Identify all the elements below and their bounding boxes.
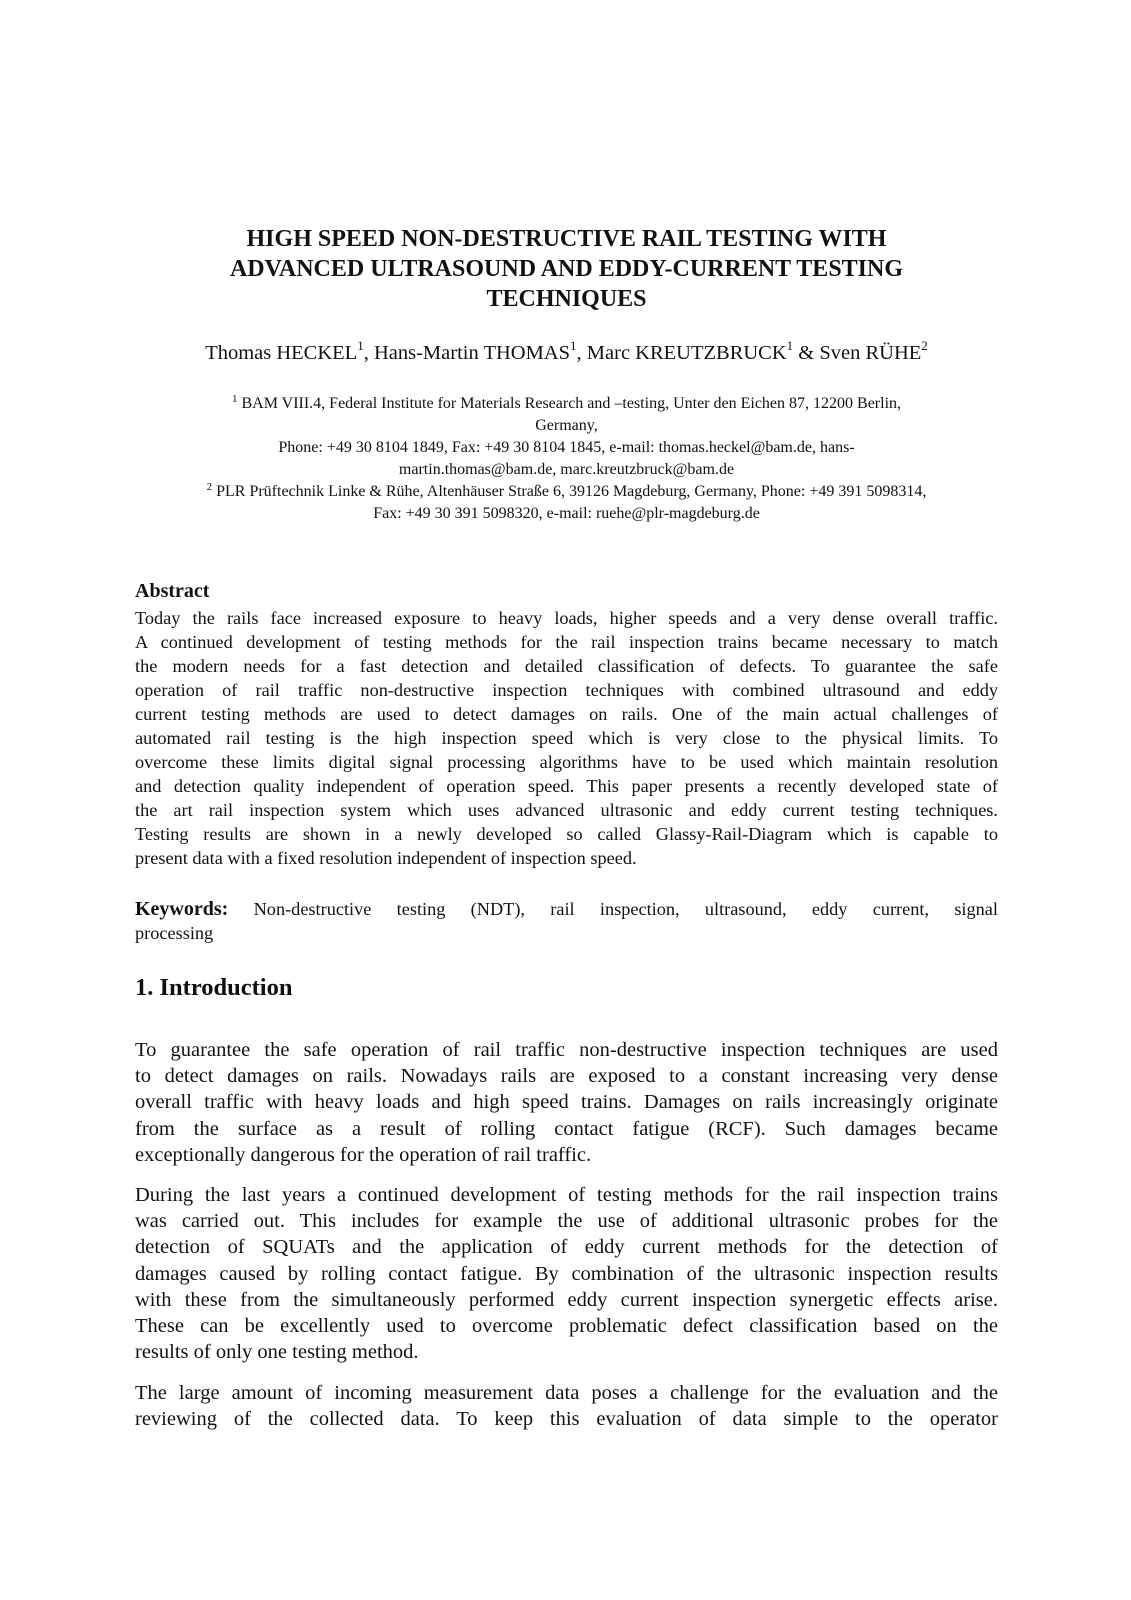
- paragraph-line: During the last years a continued development of testing methods for the rail inspection trains: [135, 1184, 998, 1206]
- abstract-line: automated rail testing is the high inspection speed which is very close to the physical limits. To: [135, 728, 998, 748]
- title-line: HIGH SPEED NON-DESTRUCTIVE RAIL TESTING WITH: [246, 226, 887, 252]
- paragraph-line: results of only one testing method.: [135, 1341, 419, 1364]
- affiliation-line: Germany,: [535, 417, 598, 434]
- paragraph-line: The large amount of incoming measurement data poses a challenge for the evaluation and the: [135, 1382, 998, 1404]
- paragraph-line: to detect damages on rails. Nowadays rails are exposed to a constant increasing very dense: [135, 1065, 998, 1088]
- paper-title: [135, 224, 998, 314]
- body-paragraph: [135, 1182, 998, 1365]
- author-separator: &: [793, 342, 820, 364]
- author-separator: ,: [576, 342, 587, 364]
- abstract-line: overcome these limits digital signal processing algorithms have to be used which maintain resolution: [135, 752, 998, 772]
- affiliation-line: $^2$ PLR Prüftechnik Linke & Rühe, Altenhäuser Straße 6, 39126 Magdeburg, Germany, Phone: +49 391 5098314,: [206, 481, 927, 500]
- paragraph-line: These can be excellently used to overcome problematic defect classification based on the: [135, 1315, 998, 1338]
- author-name: Thomas HECKEL: [205, 342, 358, 364]
- body-paragraph: [135, 1380, 998, 1432]
- keywords-line: processing: [135, 923, 214, 943]
- abstract-line: Today the rails face increased exposure to heavy loads, higher speeds and a very dense overall traffic.: [135, 608, 998, 628]
- affiliations: [135, 393, 998, 525]
- affiliation-line: Fax: +49 30 391 5098320, e-mail: ruehe@plr-magdeburg.de: [373, 505, 760, 522]
- paragraph-line: from the surface as a result of rolling contact fatigue (RCF). Such damages became: [135, 1117, 998, 1140]
- title-line: ADVANCED ULTRASOUND AND EDDY-CURRENT TESTING: [229, 256, 904, 282]
- paragraph-line: overall traffic with heavy loads and high speed trains. Damages on rails increasingly originate: [135, 1091, 998, 1114]
- affiliation-line: Phone: +49 30 8104 1849, Fax: +49 30 8104 1845, e-mail: thomas.heckel@bam.de, hans-: [278, 439, 855, 456]
- affiliation-line: $^1$ BAM VIII.4, Federal Institute for Materials Research and –testing, Unter den Eichen 87, 12200 Berlin,: [231, 393, 902, 412]
- abstract-line: A continued development of testing methods for the rail inspection trains became necessary to match: [135, 632, 998, 652]
- author-affiliation-mark: 1: [570, 338, 577, 353]
- abstract-heading: Abstract: [135, 580, 210, 602]
- abstract-line: Testing results are shown in a newly developed so called Glassy-Rail-Diagram which is capable to: [135, 824, 998, 844]
- abstract-line: present data with a fixed resolution independent of inspection speed.: [135, 848, 637, 868]
- paragraph-line: reviewing of the collected data. To keep this evaluation of data simple to the operator: [135, 1408, 998, 1431]
- title-line: TECHNIQUES: [486, 286, 647, 312]
- paragraph-line: exceptionally dangerous for the operation of rail traffic.: [135, 1143, 592, 1166]
- affiliation-line: martin.thomas@bam.de, marc.kreutzbruck@bam.de: [398, 461, 735, 478]
- keywords: [135, 897, 998, 945]
- author-name: Marc KREUTZBRUCK: [586, 342, 787, 364]
- author-name: Sven RÜHE: [819, 342, 922, 364]
- paragraph-line: damages caused by rolling contact fatigue. By combination of the ultrasonic inspection results: [135, 1262, 998, 1285]
- author-name: Hans-Martin THOMAS: [373, 342, 571, 364]
- paragraph-line: with these from the simultaneously performed eddy current inspection synergetic effects arise.: [135, 1288, 998, 1311]
- paragraph-line: To guarantee the safe operation of rail traffic non-destructive inspection techniques are used: [135, 1039, 998, 1061]
- abstract-body: [135, 606, 998, 870]
- keywords-line: Keywords: Non-destructive testing (NDT), rail inspection, ultrasound, eddy current, signal: [135, 898, 998, 920]
- abstract-line: and detection quality independent of operation speed. This paper presents a recently developed state of: [135, 776, 998, 796]
- author-separator: ,: [363, 342, 374, 364]
- paragraph-line: was carried out. This includes for example the use of additional ultrasonic probes for the: [135, 1210, 998, 1233]
- abstract-line: the art rail inspection system which uses advanced ultrasonic and eddy current testing techniques.: [135, 800, 998, 820]
- abstract-line: operation of rail traffic non-destructive inspection techniques with combined ultrasound and eddy: [135, 680, 998, 700]
- author-list: [135, 340, 998, 366]
- author-affiliation-mark: 1: [786, 338, 794, 353]
- affiliation-mark: 1: [231, 393, 238, 405]
- affiliation-mark: 2: [206, 481, 213, 493]
- author-affiliation-mark: 1: [357, 338, 364, 353]
- abstract-line: the modern needs for a fast detection and detailed classification of defects. To guarantee the safe: [135, 656, 998, 676]
- section-heading: 1. Introduction: [135, 974, 293, 1001]
- author-affiliation-mark: 2: [921, 338, 928, 353]
- keywords-label: Keywords:: [135, 898, 229, 920]
- body-paragraph: [135, 1037, 998, 1168]
- abstract-line: current testing methods are used to detect damages on rails. One of the main actual challenges of: [135, 704, 998, 724]
- paragraph-line: detection of SQUATs and the application of eddy current methods for the detection of: [135, 1236, 998, 1259]
